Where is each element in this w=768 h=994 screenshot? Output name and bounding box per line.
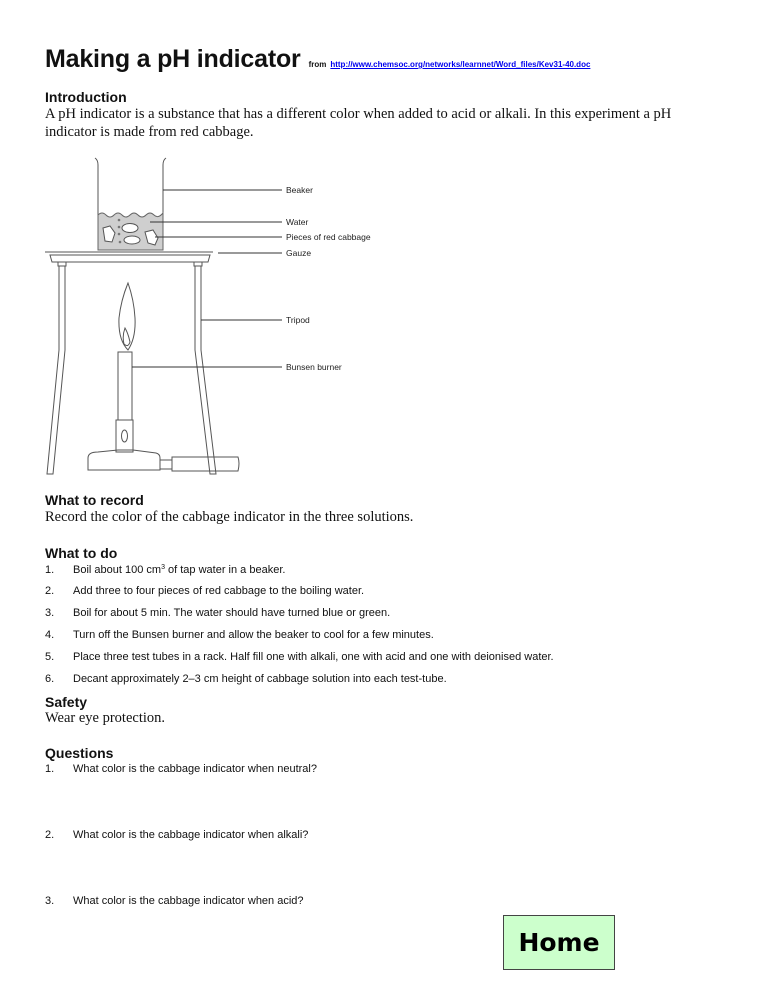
step-item: 1. Boil about 100 $cm^3$ of tap water in a beaker. xyxy=(45,564,286,576)
step-item: 2. Add three to four pieces of red cabbage to the boiling water. xyxy=(45,585,365,597)
label-cabbage: Pieces of red cabbage xyxy=(286,232,371,242)
introduction-heading: Introduction xyxy=(45,89,127,105)
beaker-icon xyxy=(95,158,166,250)
what-to-record-heading: What to record xyxy=(45,492,144,508)
page-title: Making a pH indicator xyxy=(45,45,301,73)
step-item: 6. Decant approximately 2–3 cm height of cabbage solution into each test-tube. xyxy=(45,673,447,685)
apparatus-diagram xyxy=(0,150,420,485)
home-button[interactable]: Home xyxy=(503,915,615,970)
what-to-do-heading: What to do xyxy=(45,545,118,561)
label-bunsen-burner: Bunsen burner xyxy=(286,362,342,372)
question-item: 2. What color is the cabbage indicator when alkali? xyxy=(45,829,309,841)
title-row xyxy=(45,45,590,74)
question-item: 3. What color is the cabbage indicator when acid? xyxy=(45,895,304,907)
safety-heading: Safety xyxy=(45,694,88,710)
step-item: 5. Place three test tubes in a rack. Half fill one with alkali, one with acid and one with deionised water. xyxy=(45,651,554,663)
question-item: 1. What color is the cabbage indicator when neutral? xyxy=(45,763,317,775)
step-item: 3. Boil for about 5 min. The water should have turned blue or green. xyxy=(45,607,391,619)
from-label: from xyxy=(308,60,327,69)
source-link[interactable]: http://www.chemsoc.org/networks/learnnet/Word_files/Kev31-40.doc xyxy=(330,60,591,69)
questions-heading: Questions xyxy=(45,745,114,761)
label-beaker: Beaker xyxy=(286,185,313,195)
label-tripod: Tripod xyxy=(286,315,310,325)
step-item: 4. Turn off the Bunsen burner and allow the beaker to cool for a few minutes. xyxy=(45,629,434,641)
safety-text: Wear eye protection. xyxy=(45,710,166,726)
label-water: Water xyxy=(286,217,309,227)
what-to-record-text: Record the color of the cabbage indicator in the three solutions. xyxy=(45,509,414,525)
bunsen-burner-icon xyxy=(88,283,239,471)
label-gauze: Gauze xyxy=(286,248,312,258)
introduction-text: A pH indicator is a substance that has a different color when added to acid or alkali. In this experiment a pH indicator is made from red cabbage. xyxy=(45,106,672,140)
tripod-icon xyxy=(45,252,216,474)
